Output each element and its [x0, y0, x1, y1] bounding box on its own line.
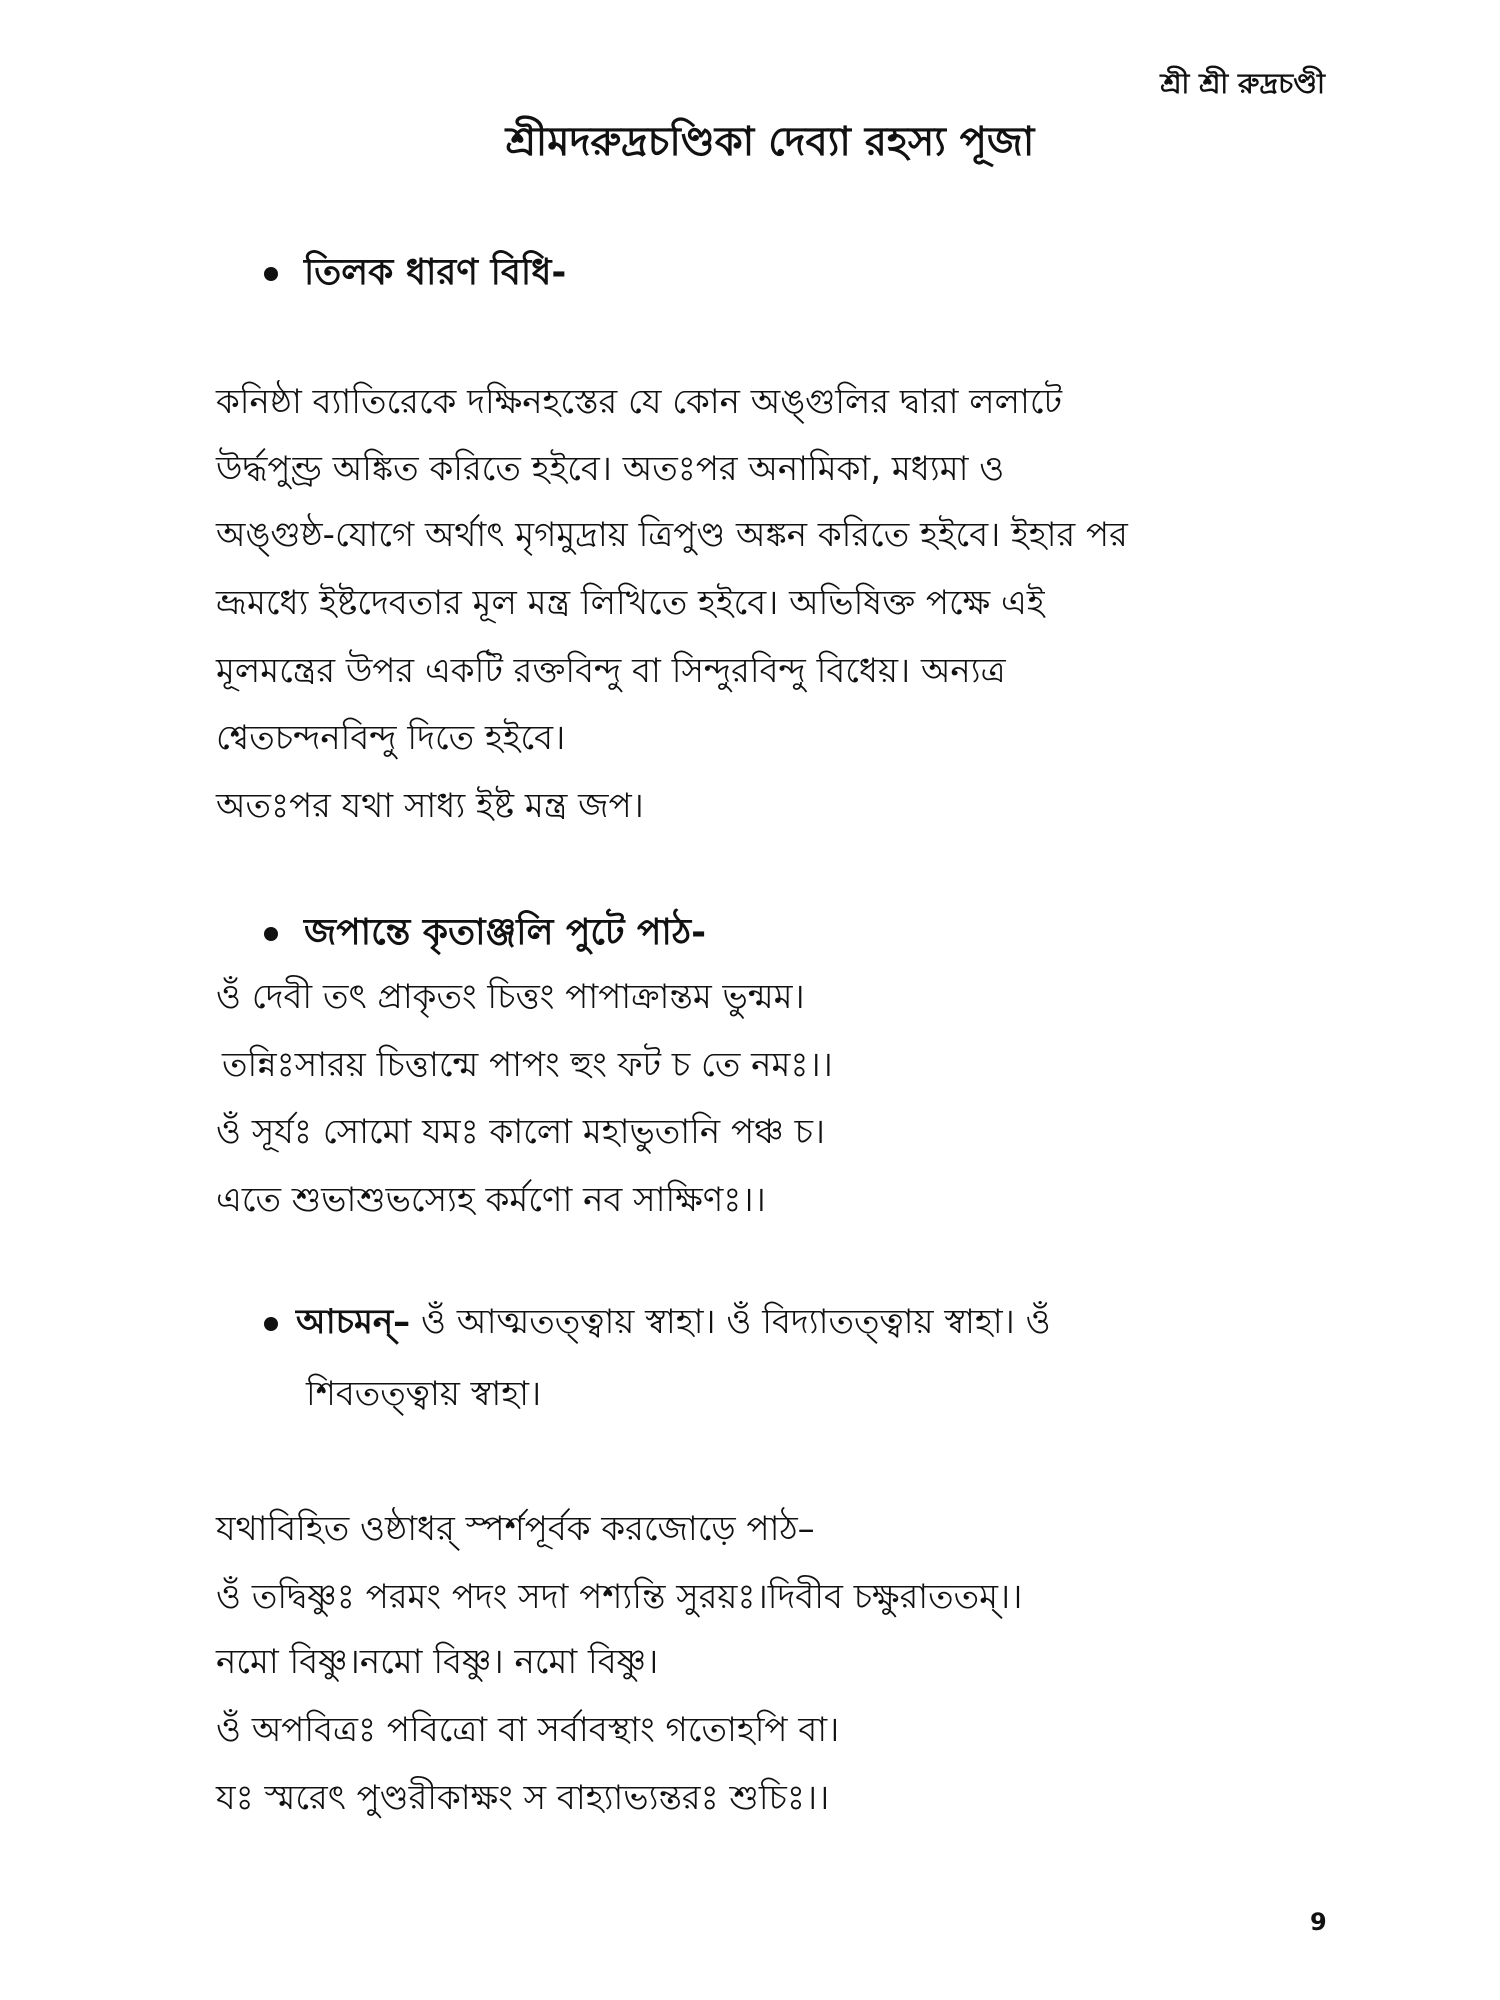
text-line: অঙ্গুষ্ঠ-যোগে অর্থাৎ মৃগমুদ্রায় ত্রিপুণ্ড অঙ্কন করিতে হইবে। ইহার পর	[216, 515, 1128, 555]
text-line: তন্নিঃসারয় চিত্তান্মে পাপং হুং ফট চ তে নমঃ।।	[222, 1045, 833, 1085]
page-title: শ্রীমদরুদ্রচণ্ডিকা দেব্যা রহস্য পূজা	[505, 119, 1035, 165]
text-line: ওঁ আত্মতত্ত্বায় স্বাহা। ওঁ বিদ্যাতত্ত্বায় স্বাহা। ওঁ	[410, 1302, 1051, 1342]
text-line: কনিষ্ঠা ব্যাতিরেকে দক্ষিনহস্তের যে কোন অঙ্গুলির দ্বারা ললাটে	[216, 382, 1063, 422]
text-line: ওঁ দেবী তৎ প্রাকৃতং চিত্তং পাপাক্রান্তম ভুন্মম।	[216, 977, 805, 1017]
running-header: শ্রী শ্রী রুদ্রচণ্ডী	[1160, 67, 1325, 100]
achaman-line	[264, 1300, 1051, 1344]
text-line: অতঃপর যথা সাধ্য ইষ্ট মন্ত্র জপ।	[216, 786, 644, 826]
achaman-label: আচমন্–	[296, 1302, 411, 1342]
heading-text: তিলক ধারণ বিধি-	[304, 252, 567, 293]
heading-text: জপান্তে কৃতাঞ্জলি পুটে পাঠ-	[304, 912, 707, 953]
text-line: যথাবিহিত ওষ্ঠাধর্ স্পর্শপূর্বক করজোড়ে পাঠ–	[216, 1509, 815, 1549]
section-heading-japante	[264, 905, 706, 965]
text-line: ভ্রূমধ্যে ইষ্টদেবতার মূল মন্ত্র লিখিতে হইবে। অভিষিক্ত পক্ষে এই	[216, 583, 1045, 623]
text-line: ওঁ তদ্বিষ্ণুঃ পরমং পদং সদা পশ্যন্তি সুরয়ঃ।দিবীব চক্ষুরাততম্।।	[216, 1577, 1023, 1617]
text-line: যঃ স্মরেৎ পুণ্ডরীকাক্ষং স বাহ্যাভ্যন্তরঃ শুচিঃ।।	[216, 1778, 830, 1818]
bullet-icon	[264, 927, 278, 941]
text-line: এতে শুভাশুভস্যেহ কর্মণো নব সাক্ষিণঃ।।	[216, 1180, 766, 1220]
text-line: শিবতত্ত্বায় স্বাহা।	[306, 1374, 542, 1414]
bullet-icon	[264, 1317, 278, 1331]
text-line: নমো বিষ্ণু।নমো বিষ্ণু। নমো বিষ্ণু।	[216, 1642, 659, 1682]
bullet-icon	[264, 267, 278, 281]
page-number: 9	[1310, 1908, 1327, 1936]
text-line: ওঁ অপবিত্রঃ পবিত্রো বা সর্বাবস্থাং গতোহপি বা।	[216, 1710, 840, 1750]
text-line: উর্দ্ধপুণ্ড্র অঙ্কিত করিতে হইবে। অতঃপর অনামিকা, মধ্যমা ও	[216, 449, 1005, 489]
section-heading-tilak	[264, 245, 566, 305]
text-line: শ্বেতচন্দনবিন্দু দিতে হইবে।	[216, 718, 566, 758]
text-line: মূলমন্ত্রের উপর একটি রক্তবিন্দু বা সিন্দুরবিন্দু বিধেয়। অন্যত্র	[216, 651, 1006, 691]
text-line: ওঁ সূর্যঃ সোমো যমঃ কালো মহাভুতানি পঞ্চ চ।	[216, 1112, 826, 1152]
